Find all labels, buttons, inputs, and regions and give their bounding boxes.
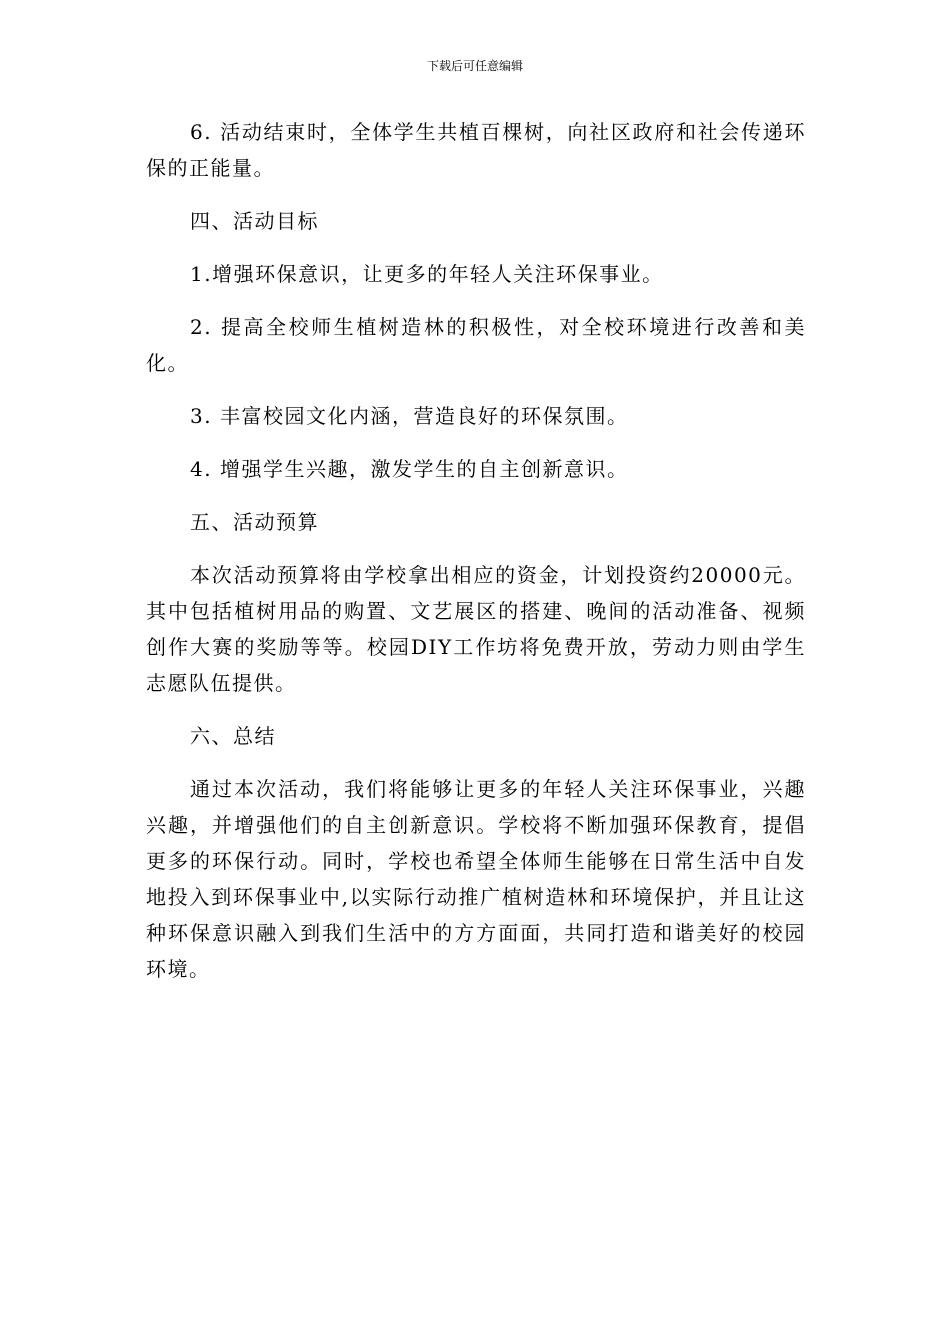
section-heading-goals: 四、活动目标 xyxy=(190,209,319,233)
goal-item-1: 1.增强环保意识，让更多的年轻人关注环保事业。 xyxy=(190,262,664,286)
goal-item-3: 3. 丰富校园文化内涵，营造良好的环保氛围。 xyxy=(190,404,629,428)
page-header-note: 下载后可任意编辑 xyxy=(426,59,523,73)
section-heading-summary: 六、总结 xyxy=(190,724,276,748)
activity-item-6: 6. 活动结束时，全体学生共植百棵树，向社区政府和社会传递环保的正能量。 xyxy=(146,120,806,180)
section-heading-budget: 五、活动预算 xyxy=(190,510,319,534)
goal-item-2: 2. 提高全校师生植树造林的积极性，对全校环境进行改善和美化。 xyxy=(146,315,806,375)
goal-item-4: 4. 增强学生兴趣，激发学生的自主创新意识。 xyxy=(190,457,629,481)
document-body xyxy=(146,114,806,1004)
budget-paragraph: 本次活动预算将由学校拿出相应的资金，计划投资约20000元。其中包括植树用品的购置、文艺展区的搭建、晚间的活动准备、视频创作大赛的奖励等等。校园DIY工作坊将免费开放，劳动力则由学生志愿队伍提供。 xyxy=(146,563,806,695)
summary-paragraph: 通过本次活动，我们将能够让更多的年轻人关注环保事业，兴趣兴趣，并增强他们的自主创新意识。学校将不断加强环保教育，提倡更多的环保行动。同时，学校也希望全体师生能够在日常生活中自发地投入到环保事业中,以实际行动推广植树造林和环境保护，并且让这种环保意识融入到我们生活中的方方面面，共同打造和谐美好的校园环境。 xyxy=(146,777,806,981)
